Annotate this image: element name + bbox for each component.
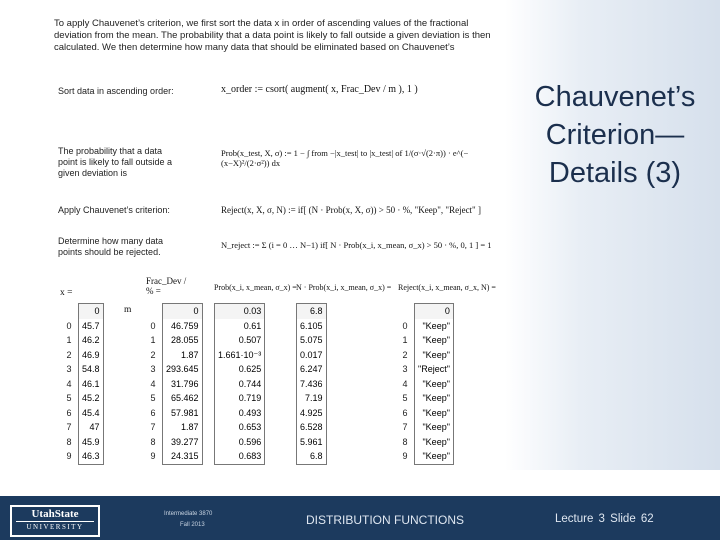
- matrix-row: [297, 420, 327, 435]
- x-cell: 46.3: [79, 449, 104, 464]
- matrix-row: [215, 420, 265, 435]
- lecture-slide-label: Lecture 3 Slide 62: [555, 513, 654, 525]
- header-n-prob: N · Prob(x_i, x_mean, σ_x) =: [296, 283, 392, 292]
- matrix-row: [60, 449, 103, 464]
- title-panel-background: [505, 0, 720, 470]
- n-prob-cell: 6.528: [297, 420, 327, 435]
- matrix-row: [144, 362, 202, 377]
- reject-cell: "Keep": [415, 333, 454, 348]
- prob-header: 0.03: [215, 304, 265, 319]
- row-index: 3: [150, 364, 156, 374]
- matrix-row: [297, 348, 327, 363]
- frac-dev-cell: 28.055: [163, 333, 203, 348]
- matrix-row: [215, 348, 265, 363]
- header-prob: Prob(x_i, x_mean, σ_x) =: [214, 283, 297, 292]
- logo-line2: UNIVERSITY: [16, 521, 94, 532]
- matrix-row: [60, 435, 103, 450]
- frac-dev-cell: 31.796: [163, 377, 203, 392]
- row-index: 0: [150, 320, 156, 331]
- row-index: 4: [402, 378, 408, 389]
- row-index: 1: [402, 335, 408, 345]
- matrix-row: [297, 377, 327, 392]
- row-index: 8: [150, 436, 156, 447]
- frac-dev-cell: 1.87: [163, 420, 203, 435]
- step-label-criterion: Apply Chauvenet’s criterion:: [58, 205, 170, 215]
- reject-header: 0: [415, 304, 454, 319]
- n-prob-cell: 7.436: [297, 377, 327, 392]
- matrix-row: [215, 333, 265, 348]
- row-index: 2: [402, 349, 408, 360]
- matrix-row: [297, 333, 327, 348]
- matrix-row: [144, 420, 202, 435]
- reject-cell: "Keep": [415, 406, 454, 421]
- matrix-row: [60, 319, 103, 334]
- frac-dev-cell: 293.645: [163, 362, 203, 377]
- equation-criterion: Reject(x, X, σ, N) := if[ (N · Prob(x, X, σ)) > 50 · %, "Keep", "Reject" ]: [221, 205, 481, 215]
- matrix-row: [396, 377, 453, 392]
- intro-paragraph: To apply Chauvenet’s criterion, we first sort the data x in order of ascending values of the fractional deviation from the mean. The probability that a data point is likely to fall outside a given deviation is then calculated. We then determine how many data that should be eliminated based on Chauvenet’s: [54, 18, 491, 53]
- row-index: 4: [150, 378, 156, 389]
- equation-reject-count: N_reject := Σ (i = 0 … N−1) if[ N · Prob(x_i, x_mean, σ_x) > 50 · %, 0, 1 ] = 1: [221, 240, 492, 250]
- x-header: 0: [79, 304, 104, 319]
- matrix-row: [144, 435, 202, 450]
- prob-cell: 0.507: [215, 333, 265, 348]
- row-index: 1: [66, 335, 72, 345]
- n-prob-cell: 7.19: [297, 391, 327, 406]
- term-label: Fall 2013: [180, 522, 205, 528]
- reject-cell: "Keep": [415, 435, 454, 450]
- x-cell: 46.2: [79, 333, 104, 348]
- matrix-row: [396, 420, 453, 435]
- row-index: 9: [66, 451, 72, 462]
- matrix-row: [144, 449, 202, 464]
- prob-cell: 0.61: [215, 319, 265, 334]
- prob-cell: 0.596: [215, 435, 265, 450]
- title-line: Details (3): [548, 157, 682, 189]
- row-index: 2: [66, 349, 72, 360]
- matrix-index-header: [144, 304, 163, 319]
- matrix-row: [60, 348, 103, 363]
- matrix-row: [215, 435, 265, 450]
- row-index: 5: [150, 393, 156, 403]
- header-x: x =: [60, 288, 73, 298]
- matrix-row: [60, 362, 103, 377]
- matrix-row: [297, 406, 327, 421]
- n-prob-header: 6.8: [297, 304, 327, 319]
- matrix-index-header: [396, 304, 415, 319]
- row-index: 9: [150, 451, 156, 462]
- row-index: 8: [402, 436, 408, 447]
- row-index: 7: [66, 422, 72, 432]
- row-index: 2: [150, 349, 156, 360]
- reject-cell: "Keep": [415, 319, 454, 334]
- reject-cell: "Keep": [415, 449, 454, 464]
- header-reject: Reject(x_i, x_mean, σ_x, N) =: [398, 283, 496, 292]
- matrix-row: [215, 362, 265, 377]
- row-index: 8: [66, 436, 72, 447]
- matrix-row: [60, 391, 103, 406]
- topic-label: DISTRIBUTION FUNCTIONS: [306, 513, 464, 527]
- matrix-row: [297, 391, 327, 406]
- matrix-index-header: [60, 304, 79, 319]
- prob-cell: 0.683: [215, 449, 265, 464]
- row-index: 6: [66, 407, 72, 418]
- title-line: Criterion—: [545, 119, 685, 151]
- n-prob-cell: 4.925: [297, 406, 327, 421]
- reject-cell: "Keep": [415, 420, 454, 435]
- matrix-row: [60, 420, 103, 435]
- matrix-row: [215, 319, 265, 334]
- matrix-row: [396, 333, 453, 348]
- equation-sort: x_order := csort( augment( x, Frac_Dev / m ), 1 ): [221, 84, 418, 95]
- reject-cell: "Keep": [415, 348, 454, 363]
- matrix-row: [60, 333, 103, 348]
- matrix-row: [144, 333, 202, 348]
- n-prob-cell: 5.075: [297, 333, 327, 348]
- x-cell: 46.1: [79, 377, 104, 392]
- row-index: 7: [402, 422, 408, 432]
- matrix-row: [297, 449, 327, 464]
- x-cell: 45.4: [79, 406, 104, 421]
- matrix-row: [60, 406, 103, 421]
- row-index: 0: [402, 320, 408, 331]
- header-frac-dev: Frac_Dev / % =: [146, 276, 187, 296]
- matrix-row: [396, 435, 453, 450]
- frac-dev-cell: 65.462: [163, 391, 203, 406]
- x-cell: 54.8: [79, 362, 104, 377]
- matrix-row: [396, 348, 453, 363]
- matrix-row: [396, 391, 453, 406]
- frac-dev-header: 0: [163, 304, 203, 319]
- frac-dev-cell: 1.87: [163, 348, 203, 363]
- x-cell: 45.2: [79, 391, 104, 406]
- matrix-row: [297, 319, 327, 334]
- row-index: 5: [66, 393, 72, 403]
- prob-cell: 0.744: [215, 377, 265, 392]
- matrix-row: [215, 449, 265, 464]
- title-line: Chauvenet’s: [534, 81, 696, 113]
- prob-cell: 1.661·10⁻³: [215, 348, 265, 363]
- n-prob-cell: 0.017: [297, 348, 327, 363]
- n-prob-cell: 6.105: [297, 319, 327, 334]
- x-cell: 45.7: [79, 319, 104, 334]
- matrix-row: [297, 435, 327, 450]
- matrix-row: [396, 362, 453, 377]
- usu-logo: [10, 505, 100, 537]
- frac-dev-cell: 57.981: [163, 406, 203, 421]
- step-label-reject-count: Determine how many data points should be rejected.: [58, 236, 164, 257]
- matrix-row: [215, 406, 265, 421]
- matrix-row: [396, 319, 453, 334]
- matrix-row: [297, 362, 327, 377]
- row-index: 1: [150, 335, 156, 345]
- row-index: 6: [402, 407, 408, 418]
- header-m: m: [124, 305, 132, 315]
- x-cell: 46.9: [79, 348, 104, 363]
- frac-dev-cell: 39.277: [163, 435, 203, 450]
- n-prob-cell: 5.961: [297, 435, 327, 450]
- row-index: 9: [402, 451, 408, 462]
- row-index: 7: [150, 422, 156, 432]
- frac-dev-matrix: [144, 303, 203, 465]
- course-label: Intermediate 3870: [164, 511, 213, 517]
- matrix-row: [144, 391, 202, 406]
- row-index: 5: [402, 393, 408, 403]
- matrix-row: [396, 406, 453, 421]
- row-index: 3: [66, 364, 72, 374]
- matrix-row: [215, 391, 265, 406]
- matrix-row: [144, 377, 202, 392]
- matrix-row: [144, 319, 202, 334]
- prob-cell: 0.653: [215, 420, 265, 435]
- reject-cell: "Keep": [415, 391, 454, 406]
- reject-matrix: [396, 303, 454, 465]
- step-label-sort: Sort data in ascending order:: [58, 86, 174, 96]
- row-index: 3: [402, 364, 408, 374]
- n-prob-cell: 6.8: [297, 449, 327, 464]
- row-index: 4: [66, 378, 72, 389]
- matrix-row: [144, 406, 202, 421]
- matrix-row: [144, 348, 202, 363]
- prob-cell: 0.719: [215, 391, 265, 406]
- n-prob-matrix: [296, 303, 327, 465]
- x-cell: 47: [79, 420, 104, 435]
- matrix-row: [396, 449, 453, 464]
- reject-cell: "Reject": [415, 362, 454, 377]
- logo-line1: UtahState: [31, 508, 79, 520]
- matrix-row: [215, 377, 265, 392]
- prob-matrix: [214, 303, 265, 465]
- frac-dev-cell: 24.315: [163, 449, 203, 464]
- row-index: 0: [66, 320, 72, 331]
- reject-cell: "Keep": [415, 377, 454, 392]
- step-label-probability: The probability that a data point is likely to fall outside a given deviation is: [58, 146, 173, 178]
- slide-title: [515, 78, 715, 192]
- x-cell: 45.9: [79, 435, 104, 450]
- row-index: 6: [150, 407, 156, 418]
- n-prob-cell: 6.247: [297, 362, 327, 377]
- prob-cell: 0.493: [215, 406, 265, 421]
- equation-probability: Prob(x_test, X, σ) := 1 − ∫ from −|x_test| to |x_test| of 1/(σ·√(2·π)) · e^(−(x−X)²/(2·σ²)) dx: [221, 148, 469, 168]
- matrix-row: [60, 377, 103, 392]
- frac-dev-cell: 46.759: [163, 319, 203, 334]
- x-matrix: [60, 303, 104, 465]
- prob-cell: 0.625: [215, 362, 265, 377]
